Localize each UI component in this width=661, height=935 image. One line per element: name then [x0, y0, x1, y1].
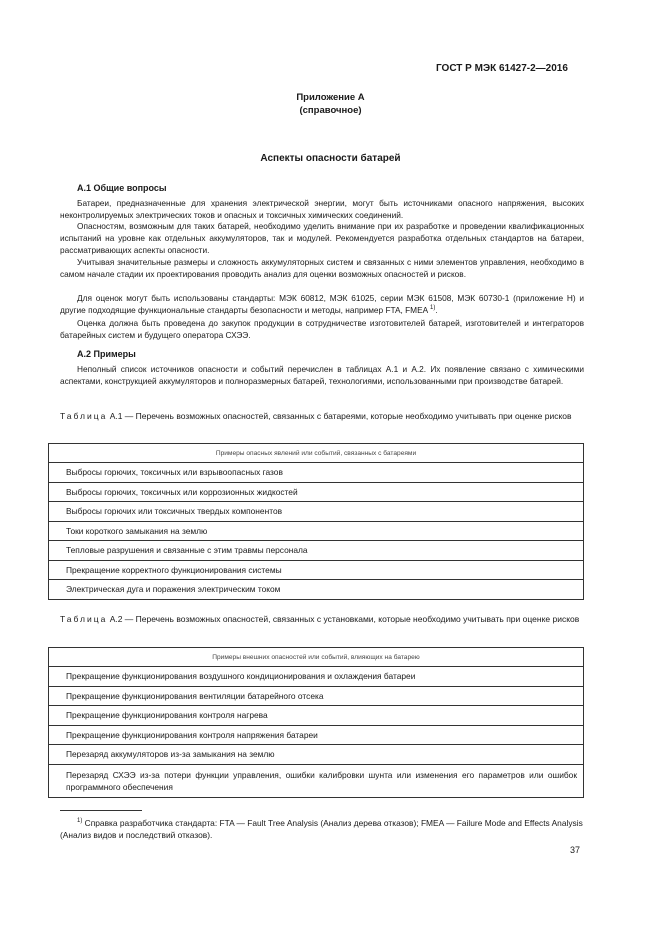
- footnote-ref: 1): [430, 305, 436, 312]
- table-header: Примеры опасных явлений или событий, связанных с батареями: [49, 444, 584, 463]
- table-row: Выбросы горючих, токсичных или взрывоопасных газов: [49, 463, 584, 483]
- caption-text: А.1 — Перечень возможных опасностей, связанных с батареями, которые необходимо учитывать при оценке рисков: [107, 411, 572, 421]
- paragraph-text: Для оценок могут быть использованы стандарты: МЭК 60812, МЭК 61025, серии МЭК 61508, МЭК 60730-1 (приложение Н) и другие подходящие функциональные стандарты безопасности и методы, например FTA, FMEA: [60, 293, 584, 315]
- footnote-separator: [60, 810, 142, 811]
- table-row: Прекращение функционирования вентиляции батарейного отсека: [49, 686, 584, 706]
- section-a1-heading: А.1 Общие вопросы: [77, 183, 167, 193]
- table-row: Прекращение функционирования контроля напряжения батареи: [49, 725, 584, 745]
- appendix-title: Приложение А: [296, 92, 365, 103]
- table-a2: [48, 647, 584, 798]
- footnote-mark: 1): [77, 818, 83, 824]
- caption-label: Таблица: [60, 614, 108, 624]
- paragraph: Опасностям, возможным для таких батарей, необходимо уделить внимание при их разработке и проведении квалификационных испытаний на уровне как отдельных аккумуляторов, так и модулей. Рекомендуется разработка отдельных стандартов на батареи, рассматривающих аспекты опасности.: [60, 221, 584, 255]
- paragraph: Батареи, предназначенные для хранения электрической энергии, могут быть источниками опасного напряжения, высоких неконтролируемых электрических токов и опасных и токсичных химических соединений.: [60, 198, 584, 220]
- table-row: Перезаряд аккумуляторов из-за замыкания на землю: [49, 745, 584, 765]
- paragraph: Неполный список источников опасности и событий перечислен в таблицах А.1 и А.2. Их появление связано с химическими аспектами, конструкцией аккумуляторов и полноразмерных батарей, технологиями, использованными при производстве батарей.: [60, 364, 584, 386]
- table-a1-caption: [60, 410, 584, 422]
- table-a2-caption: [60, 613, 584, 625]
- paragraph: Оценка должна быть проведена до закупок продукции в сотрудничестве изготовителей батарей, изготовителей и интеграторов батарейных систем и будущего оператора СХЭЭ.: [60, 318, 584, 340]
- table-row: Перезаряд СХЭЭ из-за потери функции управления, ошибки калибровки шунта или изменения его параметров или ошибок программного обеспечения: [49, 764, 584, 797]
- caption-label: Таблица: [60, 411, 108, 421]
- paragraph-with-footnote-ref: [60, 293, 584, 317]
- paragraph-end: .: [435, 304, 438, 315]
- footnote: [60, 815, 584, 842]
- table-row: Электрическая дуга и поражения электрическим током: [49, 580, 584, 600]
- caption-text: А.2 — Перечень возможных опасностей, связанных с установками, которые необходимо учитывать при оценке рисков: [107, 614, 580, 624]
- table-row: Прекращение корректного функционирования системы: [49, 560, 584, 580]
- appendix-heading: Аспекты опасности батарей: [260, 153, 401, 164]
- paragraph: Учитывая значительные размеры и сложность аккумуляторных систем и связанных с ними элементов управления, необходимо в самом начале стадии их проектирования проводить анализ для оценки возможных опасностей и рисков.: [60, 257, 584, 279]
- table-a1: [48, 443, 584, 600]
- footnote-text: Справка разработчика стандарта: FTA — Fault Tree Analysis (Анализ дерева отказов); FMEA — Failure Mode and Effects Analysis (Анализ видов и последствий отказов).: [60, 817, 583, 841]
- standard-designation: ГОСТ Р МЭК 61427-2—2016: [436, 63, 568, 74]
- appendix-subtitle: (справочное): [299, 105, 362, 116]
- table-row: Прекращение функционирования контроля нагрева: [49, 706, 584, 726]
- table-row: Тепловые разрушения и связанные с этим травмы персонала: [49, 541, 584, 561]
- page-number: 37: [570, 845, 581, 855]
- table-row: Выбросы горючих, токсичных или коррозионных жидкостей: [49, 482, 584, 502]
- table-header: Примеры внешних опасностей или событий, влияющих на батарею: [49, 648, 584, 667]
- table-row: Прекращение функционирования воздушного кондиционирования и охлаждения батареи: [49, 667, 584, 687]
- table-row: Токи короткого замыкания на землю: [49, 521, 584, 541]
- table-row: Выбросы горючих или токсичных твердых компонентов: [49, 502, 584, 522]
- section-a2-heading: А.2 Примеры: [77, 349, 136, 359]
